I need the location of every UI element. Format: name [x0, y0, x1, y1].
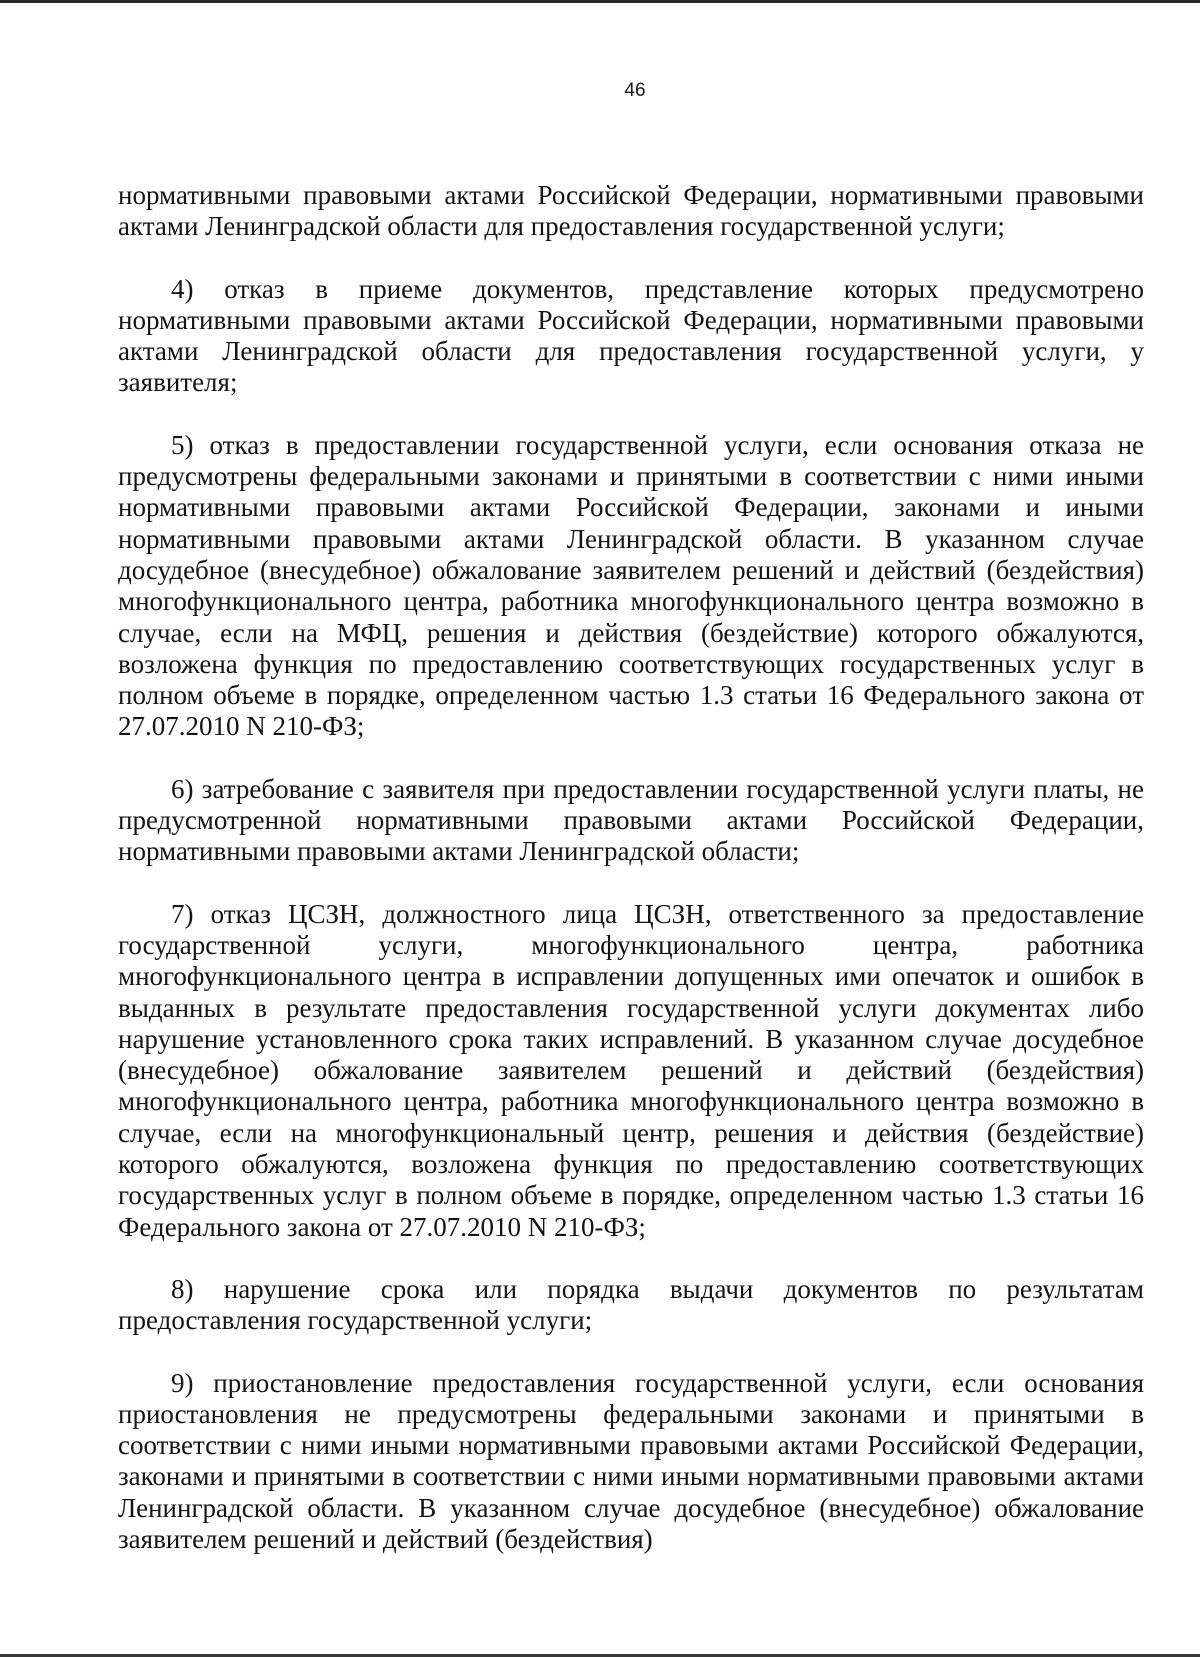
paragraph-item-7: 7) отказ ЦСЗН, должностного лица ЦСЗН, ответственного за предоставление государственной услуги, многофункционального центра, работника многофункционального центра в исправлении допущенных ими опечаток и ошибок в выданных в результате предоставления государственной услуги документах либо нарушение установленного срока таких исправлений. В указанном случае досудебное (внесудебное) обжалование заявителем решений и действий (бездействия) многофункционального центра, работника многофункционального центра возможно в случае, если на многофункциональный центр, решения и действия (бездействие) которого обжалуются, возложена функция по предоставлению соответствующих государственных услуг в полном объеме в порядке, определенном частью 1.3 статьи 16 Федерального закона от 27.07.2010 N 210-ФЗ;: [118, 898, 1144, 1242]
paragraph-item-9: 9) приостановление предоставления государственной услуги, если основания приостановления не предусмотрены федеральными законами и принятыми в соответствии с ними иными нормативными правовыми актами Российской Федерации, законами и принятыми в соответствии с ними иными нормативными правовыми актами Ленинградской области. В указанном случае досудебное (внесудебное) обжалование заявителем решений и действий (бездействия): [118, 1367, 1144, 1554]
document-body: [118, 180, 1144, 1586]
paragraph-item-4: 4) отказ в приеме документов, представление которых предусмотрено нормативными правовыми актами Российской Федерации, нормативными правовыми актами Ленинградской области для предоставления государственной услуги, у заявителя;: [118, 273, 1144, 398]
paragraph-continuation: нормативными правовыми актами Российской Федерации, нормативными правовыми актами Ленинградской области для предоставления государственной услуги;: [118, 180, 1144, 242]
paragraph-item-5: 5) отказ в предоставлении государственной услуги, если основания отказа не предусмотрены федеральными законами и принятыми в соответствии с ними иными нормативными правовыми актами Российской Федерации, законами и иными нормативными правовыми актами Ленинградской области. В указанном случае досудебное (внесудебное) обжалование заявителем решений и действий (бездействия) многофункционального центра, работника многофункционального центра возможно в случае, если на МФЦ, решения и действия (бездействие) которого обжалуются, возложена функция по предоставлению соответствующих государственных услуг в полном объеме в порядке, определенном частью 1.3 статьи 16 Федерального закона от 27.07.2010 N 210-ФЗ;: [118, 429, 1144, 742]
page-number: 46: [624, 80, 646, 101]
paragraph-item-8: 8) нарушение срока или порядка выдачи документов по результатам предоставления государственной услуги;: [118, 1273, 1144, 1336]
scan-edge-top: [0, 0, 1200, 3]
paragraph-item-6: 6) затребование с заявителя при предоставлении государственной услуги платы, не предусмотренной нормативными правовыми актами Российской Федерации, нормативными правовыми актами Ленинградской области;: [118, 773, 1144, 867]
